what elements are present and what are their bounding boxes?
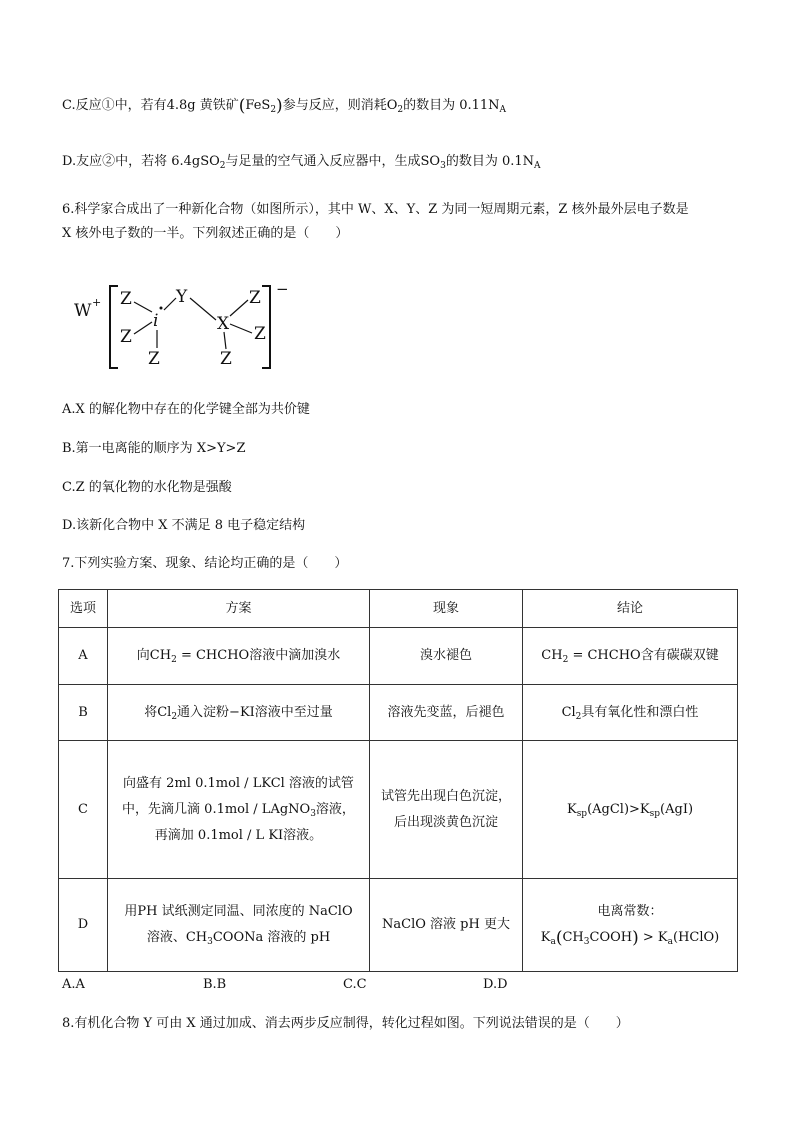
x-atom: X	[217, 314, 230, 334]
bond-z-left-top	[134, 302, 152, 312]
header-plan: 方案	[108, 590, 370, 628]
bonds	[134, 298, 252, 349]
bond-left-y	[164, 298, 176, 310]
q7-stem: 7.下列实验方案、现象、结论均正确的是（ ）	[62, 556, 348, 571]
q7-choices	[62, 977, 562, 997]
z-atom-bottom-left: Z	[148, 349, 160, 369]
central-atom-left: i	[153, 311, 159, 331]
header-conclusion: 结论	[523, 590, 738, 628]
row-a-label: A	[59, 628, 108, 685]
row-d-plan: 用PH 试纸测定同温、同浓度的 NaClO 溶液、$CH_3COONa$ 溶液的 pH	[108, 879, 370, 972]
q6-option-d: D.该新化合物中 X 不满足 8 电子稳定结构	[62, 518, 306, 533]
row-b-plan: 将$Cl_2$通入淀粉−KI溶液中至过量	[108, 685, 370, 741]
compound-structure-figure	[66, 280, 306, 372]
header-phenomenon: 现象	[370, 590, 523, 628]
z-atom-bottom-right: Z	[220, 349, 232, 369]
left-bracket	[110, 286, 118, 368]
bond-y-x	[190, 298, 216, 320]
anion-charge: −	[276, 280, 289, 298]
bond-x-z-mid	[230, 324, 252, 333]
q6-stem-line1: 6.科学家合成出了一种新化合物（如图所示），其中 W、X、Y、Z 为同一短周期元素，Z 核外最外层电子数是	[62, 202, 689, 217]
row-b-conclusion: $Cl_2$具有氧化性和漂白性	[523, 685, 738, 741]
bond-x-z-bottom	[224, 332, 226, 349]
row-a-conclusion: $CH_2$ = CHCHO含有碳碳双键	[523, 628, 738, 685]
q6-stem-line2: X 核外电子数的一半。下列叙述正确的是（ ）	[62, 226, 349, 241]
q5-option-c: C.反应①中，若有4.8g 黄铁矿(FeS$_2$)参与反应，则消耗$O_2$的数目为 $0.11N_A$	[62, 96, 507, 116]
z-atom-mid-left: Z	[120, 327, 132, 347]
table-row-a	[59, 628, 738, 685]
choice-d: D.D	[483, 977, 508, 992]
choice-c: C.C	[343, 977, 367, 992]
header-option: 选项	[59, 590, 108, 628]
row-c-plan: 向盛有 2ml 0.1mol / LKCl 溶液的试管 中，先滴几滴 0.1mol / LAgNO$_3$溶液， 再滴加 0.1mol / L KI溶液。	[108, 741, 370, 879]
row-c-phenomenon: 试管先出现白色沉淀， 后出现淡黄色沉淀	[370, 741, 523, 879]
q6-option-b: B.第一电离能的顺序为 X>Y>Z	[62, 441, 246, 456]
choice-a: A.A	[62, 977, 85, 992]
q6-option-c: C.Z 的氧化物的水化物是强酸	[62, 480, 232, 495]
row-d-conclusion: 电离常数： $K_a(CH_3COOH)$ > $K_a(HClO)$	[523, 879, 738, 972]
row-d-phenomenon: NaClO 溶液 pH 更大	[370, 879, 523, 972]
bond-x-z-top	[230, 300, 248, 316]
table-row-c	[59, 741, 738, 879]
z-atom-top-right: Z	[249, 288, 261, 308]
q6-option-a: A.X 的解化物中存在的化学键全部为共价键	[62, 402, 310, 417]
radical-dot	[160, 307, 163, 310]
row-a-plan: 向$CH_2$ = CHCHO溶液中滴加溴水	[108, 628, 370, 685]
choice-b: B.B	[203, 977, 227, 992]
w-charge: +	[92, 296, 102, 309]
z-atom-mid-right: Z	[254, 324, 266, 344]
row-b-phenomenon: 溶液先变蓝，后褪色	[370, 685, 523, 741]
q5-option-d: D.友应②中，若将 6.4gSO$_2$与足量的空气通入反应器中，生成$SO_3$的数目为 $0.1N_A$	[62, 154, 541, 171]
table-row-d	[59, 879, 738, 972]
table-header-row	[59, 590, 738, 628]
z-atom-top-left: Z	[120, 289, 132, 309]
row-d-label: D	[59, 879, 108, 972]
table-row-b	[59, 685, 738, 741]
bond-z-left-mid	[134, 322, 152, 334]
q7-experiment-table	[58, 589, 738, 972]
w-atom-label: W	[74, 301, 92, 321]
row-c-conclusion: $K_{sp}(AgCl)>K_{sp}(AgI)$	[523, 741, 738, 879]
row-a-phenomenon: 溴水褪色	[370, 628, 523, 685]
q8-stem: 8.有机化合物 Y 可由 X 通过加成、消去两步反应制得，转化过程如图。下列说法错误的是（ ）	[62, 1016, 629, 1031]
row-c-label: C	[59, 741, 108, 879]
row-b-label: B	[59, 685, 108, 741]
y-atom: Y	[176, 287, 188, 307]
